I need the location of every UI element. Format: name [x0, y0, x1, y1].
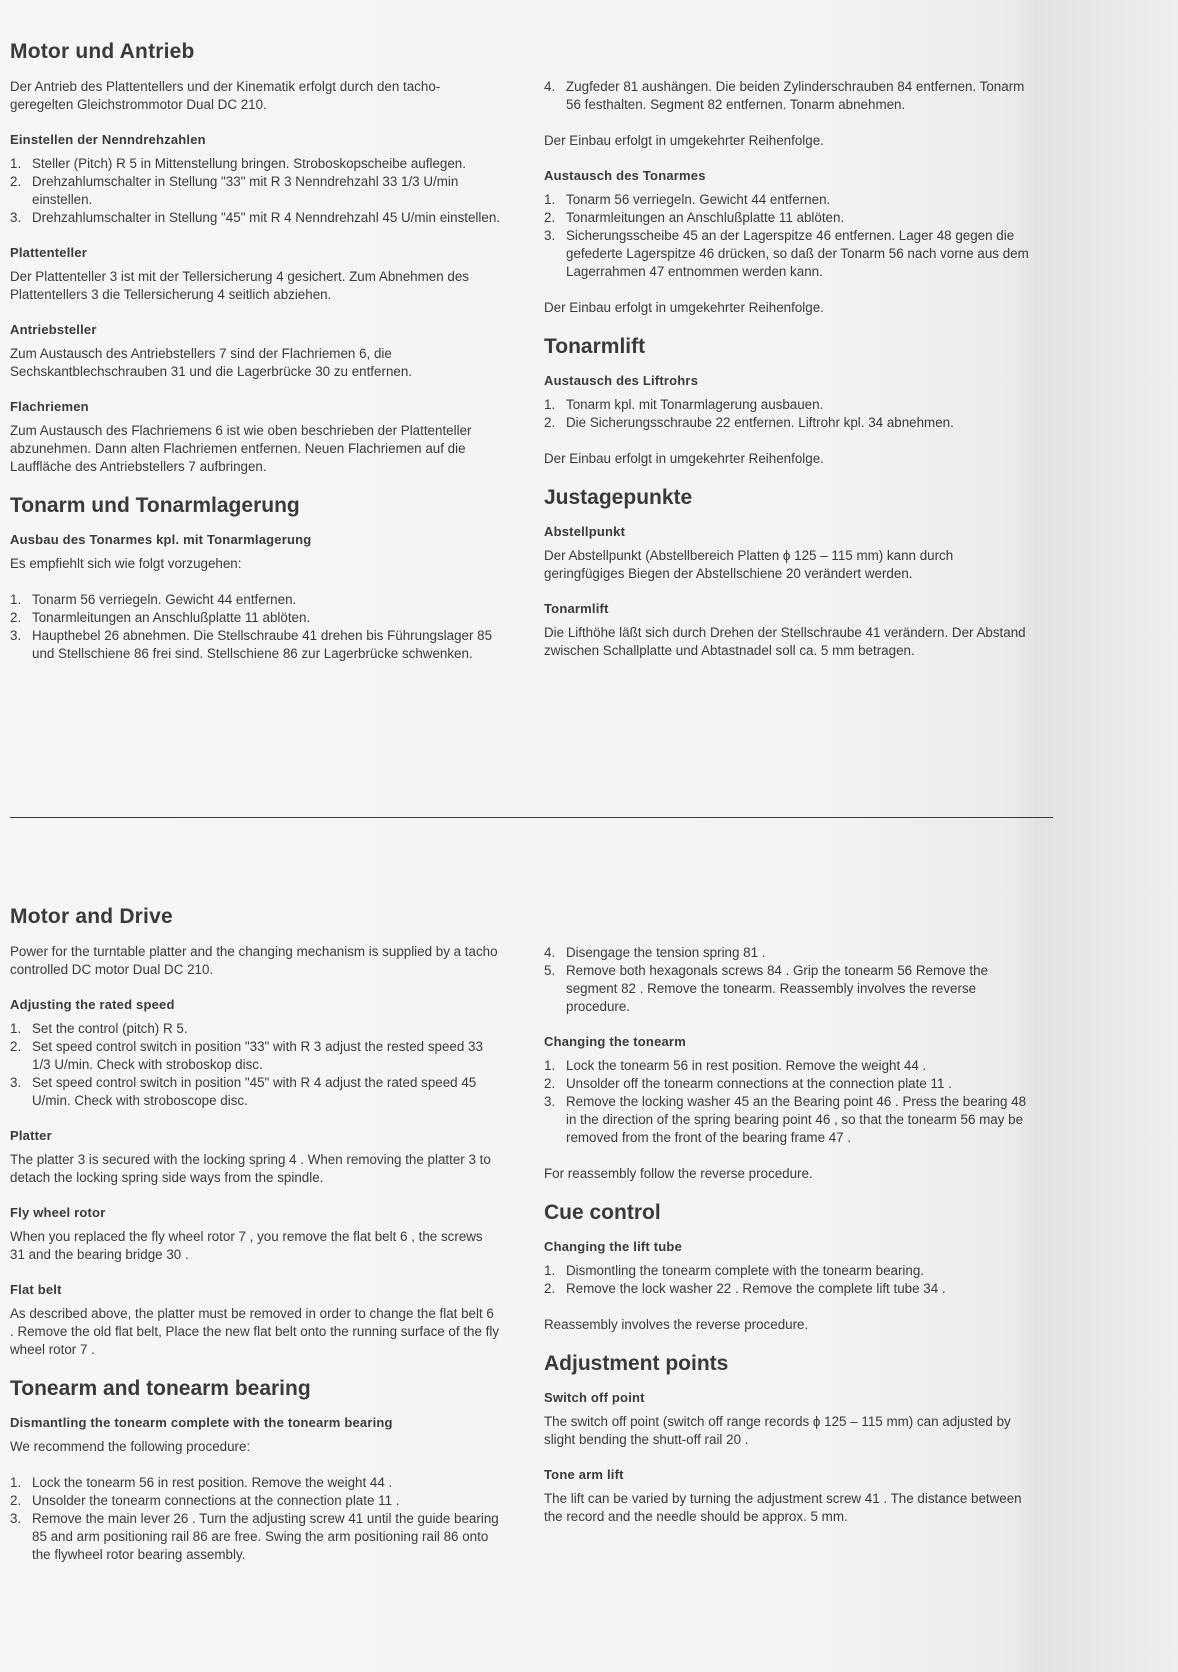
paragraph: Der Einbau erfolgt in umgekehrter Reihenfolge.: [544, 451, 824, 466]
list-item: [544, 191, 1034, 209]
list-item-text: Set the control (pitch) R 5.: [32, 1021, 188, 1036]
list-item: [10, 1474, 500, 1492]
section-heading: Tonarmlift: [544, 335, 646, 358]
paragraph: Zum Austausch des Antriebstellers 7 sind der Flachriemen 6, die Sechskantblechschrauben 31 und die Lagerbrücke 30 zu entfernen.: [10, 346, 413, 379]
numbered-list: [544, 191, 1034, 281]
paragraph: The switch off point (switch off range records ϕ 125 – 115 mm) can adjusted by slight bending the shutt-off rail 20 .: [544, 1414, 1011, 1447]
list-item-number: 2.: [10, 1039, 22, 1054]
list-item-text: Lock the tonearm 56 in rest position. Remove the weight 44 .: [32, 1475, 393, 1490]
list-item-text: Sicherungsscheibe 45 an der Lagerspitze 46 entfernen. Lager 48 gegen die gefederte Lagerspitze 46 drücken, so daß der Tonarm 56 nach vorne aus dem Lagerrahmen 47 entnommen werden kann.: [566, 228, 1029, 279]
list-item-number: 1.: [544, 397, 556, 412]
list-item-text: Unsolder the tonearm connections at the connection plate 11 .: [32, 1493, 400, 1508]
subheading: Tone arm lift: [544, 1467, 624, 1482]
numbered-list: [10, 155, 500, 227]
paragraph: Reassembly involves the reverse procedure.: [544, 1317, 809, 1332]
english-right-column: [544, 944, 1034, 1544]
list-item-text: Unsolder off the tonearm connections at the connection plate 11 .: [566, 1076, 952, 1091]
list-item-text: Tonarm 56 verriegeln. Gewicht 44 entfernen.: [566, 192, 831, 207]
subheading: Fly wheel rotor: [10, 1205, 106, 1220]
section-heading: Motor and Drive: [10, 905, 173, 928]
paragraph: Der Einbau erfolgt in umgekehrter Reihenfolge.: [544, 133, 824, 148]
paragraph: Es empfiehlt sich wie folgt vorzugehen:: [10, 556, 242, 571]
list-item-text: Dismontling the tonearm complete with the tonearm bearing.: [566, 1263, 925, 1278]
list-item-number: 3.: [544, 1094, 556, 1109]
list-item-text: Drehzahlumschalter in Stellung "45" mit R 4 Nenndrehzahl 45 U/min einstellen.: [32, 210, 500, 225]
numbered-list: [544, 396, 1034, 432]
list-item-number: 2.: [544, 210, 556, 225]
list-item-text: Steller (Pitch) R 5 in Mittenstellung bringen. Stroboskopscheibe auflegen.: [32, 156, 466, 171]
subheading: Antriebsteller: [10, 322, 97, 337]
list-item-number: 2.: [544, 1281, 556, 1296]
subheading: Ausbau des Tonarmes kpl. mit Tonarmlagerung: [10, 532, 312, 547]
paragraph: Der Antrieb des Plattentellers und der Kinematik erfolgt durch den tacho-geregelten Gleichstrommotor Dual DC 210.: [10, 79, 441, 112]
section-heading: Motor und Antrieb: [10, 40, 195, 63]
list-item-number: 2.: [544, 415, 556, 430]
list-item-number: 1.: [10, 1475, 22, 1490]
list-item: [10, 1492, 500, 1510]
paragraph: Power for the turntable platter and the changing mechanism is supplied by a tacho controlled DC motor Dual DC 210.: [10, 944, 498, 977]
paragraph: As described above, the platter must be removed in order to change the flat belt 6 . Remove the old flat belt, Place the new flat belt onto the running surface of the fly wheel rotor 7 .: [10, 1306, 500, 1357]
list-item-number: 1.: [10, 1021, 22, 1036]
paragraph: When you replaced the fly wheel rotor 7 , you remove the flat belt 6 , the screws 31 and the bearing bridge 30 .: [10, 1229, 483, 1262]
list-item: [544, 1075, 1034, 1093]
english-left-column: [10, 905, 500, 1582]
section-heading: Tonarm und Tonarmlagerung: [10, 494, 300, 517]
list-item: [544, 227, 1034, 281]
subheading: Switch off point: [544, 1390, 645, 1405]
list-item-text: Disengage the tension spring 81 .: [566, 945, 766, 960]
numbered-list: [544, 78, 1034, 114]
list-item-number: 1.: [10, 592, 22, 607]
subheading: Changing the lift tube: [544, 1239, 682, 1254]
section-heading: Adjustment points: [544, 1352, 729, 1375]
list-item-text: Set speed control switch in position "33" with R 3 adjust the rested speed 33 1/3 U/min. Check with stroboskop disc.: [32, 1039, 483, 1072]
list-item-text: Lock the tonearm 56 in rest position. Remove the weight 44 .: [566, 1058, 927, 1073]
list-item-number: 5.: [544, 963, 556, 978]
subheading: Platter: [10, 1128, 52, 1143]
section-heading: Cue control: [544, 1201, 661, 1224]
german-left-column: [10, 40, 500, 681]
paragraph: Der Plattenteller 3 ist mit der Tellersicherung 4 gesichert. Zum Abnehmen des Plattentellers 3 die Tellersicherung 4 seitlich abziehen.: [10, 269, 469, 302]
list-item: [544, 396, 1034, 414]
list-item: [544, 1262, 1034, 1280]
list-item-text: Tonarm 56 verriegeln. Gewicht 44 entfernen.: [32, 592, 297, 607]
numbered-list: [544, 944, 1034, 1016]
list-item-number: 3.: [10, 210, 22, 225]
list-item-text: Tonarmleitungen an Anschlußplatte 11 ablöten.: [32, 610, 311, 625]
list-item-text: Tonarmleitungen an Anschlußplatte 11 ablöten.: [566, 210, 845, 225]
list-item: [10, 627, 500, 663]
list-item-number: 1.: [544, 1058, 556, 1073]
list-item-text: Remove the lock washer 22 . Remove the complete lift tube 34 .: [566, 1281, 946, 1296]
numbered-list: [10, 1474, 500, 1564]
list-item: [10, 155, 500, 173]
subheading: Plattenteller: [10, 245, 88, 260]
list-item: [544, 1093, 1034, 1147]
list-item: [10, 173, 500, 209]
list-item-number: 1.: [544, 1263, 556, 1278]
paragraph: For reassembly follow the reverse procedure.: [544, 1166, 813, 1181]
section-divider: [10, 817, 1053, 818]
list-item: [544, 944, 1034, 962]
list-item: [544, 1057, 1034, 1075]
list-item-text: Remove the main lever 26 . Turn the adjusting screw 41 until the guide bearing 85 and arm positioning rail 86 are free. Swing the arm positioning rail 86 onto the flywheel rotor bearing assembly.: [32, 1511, 499, 1562]
list-item-text: Tonarm kpl. mit Tonarmlagerung ausbauen.: [566, 397, 824, 412]
list-item-number: 4.: [544, 945, 556, 960]
list-item-text: Remove both hexagonals screws 84 . Grip the tonearm 56 Remove the segment 82 . Remove the tonearm. Reassembly involves the reverse procedure.: [566, 963, 989, 1014]
list-item: [10, 1038, 500, 1074]
list-item-number: 2.: [10, 1493, 22, 1508]
list-item-text: Die Sicherungsschraube 22 entfernen. Liftrohr kpl. 34 abnehmen.: [566, 415, 954, 430]
list-item-text: Drehzahlumschalter in Stellung "33" mit R 3 Nenndrehzahl 33 1/3 U/min einstellen.: [32, 174, 459, 207]
list-item: [10, 1074, 500, 1110]
paragraph: Die Lifthöhe läßt sich durch Drehen der Stellschraube 41 verändern. Der Abstand zwischen Schallplatte und Abtastnadel soll ca. 5 mm betragen.: [544, 625, 1026, 658]
list-item: [544, 962, 1034, 1016]
subheading: Tonarmlift: [544, 601, 609, 616]
list-item-number: 1.: [10, 156, 22, 171]
list-item-number: 3.: [10, 1075, 22, 1090]
paragraph: The platter 3 is secured with the locking spring 4 . When removing the platter 3 to detach the locking spring side ways from the spindle.: [10, 1152, 491, 1185]
list-item-number: 2.: [544, 1076, 556, 1091]
german-right-column: [544, 78, 1034, 678]
list-item: [544, 1280, 1034, 1298]
list-item-text: Set speed control switch in position "45" with R 4 adjust the rated speed 45 U/min. Check with stroboscope disc.: [32, 1075, 477, 1108]
subheading: Einstellen der Nenndrehzahlen: [10, 132, 206, 147]
paragraph: The lift can be varied by turning the adjustment screw 41 . The distance between the record and the needle should be approx. 5 mm.: [544, 1491, 1022, 1524]
paragraph: Der Abstellpunkt (Abstellbereich Platten ϕ 125 – 115 mm) kann durch geringfügiges Biegen der Abstellschiene 20 verändert werden.: [544, 548, 954, 581]
list-item: [544, 414, 1034, 432]
list-item-number: 4.: [544, 79, 556, 94]
subheading: Austausch des Liftrohrs: [544, 373, 699, 388]
section-heading: Tonearm and tonearm bearing: [10, 1377, 311, 1400]
subheading: Flat belt: [10, 1282, 62, 1297]
section-heading: Justagepunkte: [544, 486, 693, 509]
subheading: Abstellpunkt: [544, 524, 626, 539]
subheading: Austausch des Tonarmes: [544, 168, 706, 183]
list-item-number: 1.: [544, 192, 556, 207]
subheading: Flachriemen: [10, 399, 89, 414]
list-item-text: Haupthebel 26 abnehmen. Die Stellschraube 41 drehen bis Führungslager 85 und Stellschiene 86 frei sind. Stellschiene 86 zur Lagerbrücke schwenken.: [32, 628, 493, 661]
list-item: [10, 591, 500, 609]
numbered-list: [10, 591, 500, 663]
numbered-list: [10, 1020, 500, 1110]
paragraph: Zum Austausch des Flachriemens 6 ist wie oben beschrieben der Plattenteller abzunehmen. Dann alten Flachriemen entfernen. Neuen Flachriemen auf die Lauffläche des Antriebstellers 7 aufbringen.: [10, 423, 472, 474]
list-item: [544, 78, 1034, 114]
subheading: Dismantling the tonearm complete with the tonearm bearing: [10, 1415, 393, 1430]
list-item: [544, 209, 1034, 227]
list-item-number: 3.: [10, 1511, 22, 1526]
list-item-number: 2.: [10, 174, 22, 189]
list-item: [10, 609, 500, 627]
list-item-number: 2.: [10, 610, 22, 625]
list-item: [10, 209, 500, 227]
subheading: Adjusting the rated speed: [10, 997, 175, 1012]
numbered-list: [544, 1057, 1034, 1147]
paragraph: Der Einbau erfolgt in umgekehrter Reihenfolge.: [544, 300, 824, 315]
paragraph: We recommend the following procedure:: [10, 1439, 251, 1454]
list-item: [10, 1020, 500, 1038]
subheading: Changing the tonearm: [544, 1034, 686, 1049]
list-item-number: 3.: [10, 628, 22, 643]
list-item: [10, 1510, 500, 1564]
list-item-number: 3.: [544, 228, 556, 243]
numbered-list: [544, 1262, 1034, 1298]
list-item-text: Remove the locking washer 45 an the Bearing point 46 . Press the bearing 48 in the direction of the spring bearing point 46 , so that the tonearm 56 may be removed from the front of the bearing frame 47 .: [566, 1094, 1027, 1145]
list-item-text: Zugfeder 81 aushängen. Die beiden Zylinderschrauben 84 entfernen. Tonarm 56 festhalten. Segment 82 entfernen. Tonarm abnehmen.: [566, 79, 1025, 112]
